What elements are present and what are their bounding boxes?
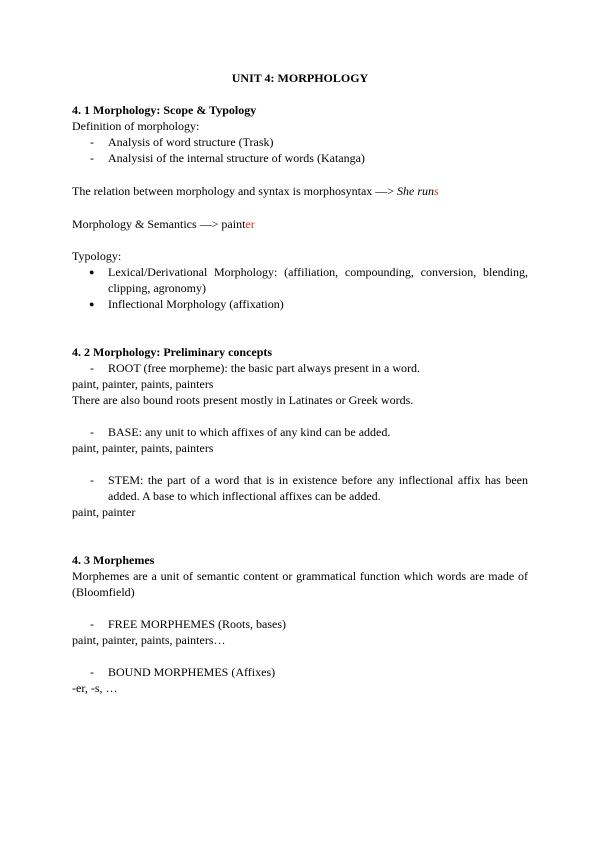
section-1-heading: 4. 1 Morphology: Scope & Typology bbox=[72, 103, 257, 117]
semantics-line bbox=[72, 216, 528, 232]
free-morphemes-example: paint, painter, paints, painters… bbox=[72, 633, 226, 647]
section-3 bbox=[72, 552, 528, 600]
section-2 bbox=[72, 344, 528, 408]
definition-item: - Analysis of word structure (Trask) bbox=[72, 134, 528, 150]
typology-intro: Typology: bbox=[72, 249, 122, 263]
base-block bbox=[72, 424, 528, 456]
free-morphemes-block bbox=[72, 616, 528, 648]
base-item: - BASE: any unit to which affixes of any kind can be added. bbox=[72, 424, 528, 440]
definition-item: - Analysisi of the internal structure of words (Katanga) bbox=[72, 150, 528, 166]
stem-item: - STEM: the part of a word that is in existence before any inflectional affix has been added. A base to which inflectional affixes can be added. bbox=[72, 472, 528, 504]
definition-intro: Definition of morphology: bbox=[72, 119, 200, 133]
semantics-text: Morphology & Semantics —> paint bbox=[72, 217, 246, 231]
relation-example bbox=[397, 184, 439, 198]
base-example: paint, painter, paints, painters bbox=[72, 441, 214, 455]
relation-example-stem: She run bbox=[397, 184, 435, 198]
page-title: UNIT 4: MORPHOLOGY bbox=[231, 71, 369, 85]
semantics-suffix: er bbox=[245, 217, 255, 231]
stem-block bbox=[72, 472, 528, 520]
typology-item: ● Lexical/Derivational Morphology: (affiliation, compounding, conversion, blending, clipping, agronomy) bbox=[72, 264, 528, 296]
root-item: - ROOT (free morpheme): the basic part always present in a word. bbox=[72, 360, 528, 376]
section-3-heading: 4. 3 Morphemes bbox=[72, 553, 155, 567]
bound-morphemes-item: - BOUND MORPHEMES (Affixes) bbox=[72, 664, 528, 680]
stem-example: paint, painter bbox=[72, 505, 136, 519]
relation-example-suffix: s bbox=[434, 184, 439, 198]
bound-morphemes-block bbox=[72, 664, 528, 696]
bound-roots-note: There are also bound roots present mostly in Latinates or Greek words. bbox=[72, 393, 414, 407]
relation-line bbox=[72, 183, 528, 199]
relation-text: The relation between morphology and syntax is morphosyntax —> bbox=[72, 184, 398, 198]
root-example: paint, painter, paints, painters bbox=[72, 377, 214, 391]
typology-block bbox=[72, 248, 528, 312]
section-2-heading: 4. 2 Morphology: Preliminary concepts bbox=[72, 345, 273, 359]
free-morphemes-item: - FREE MORPHEMES (Roots, bases) bbox=[72, 616, 528, 632]
section-1 bbox=[72, 102, 528, 166]
morphemes-definition: Morphemes are a unit of semantic content or grammatical function which words are made of (Bloomfield) bbox=[72, 569, 528, 599]
typology-item: ● Inflectional Morphology (affixation) bbox=[72, 296, 528, 312]
bound-morphemes-example: -er, -s, … bbox=[72, 681, 118, 695]
